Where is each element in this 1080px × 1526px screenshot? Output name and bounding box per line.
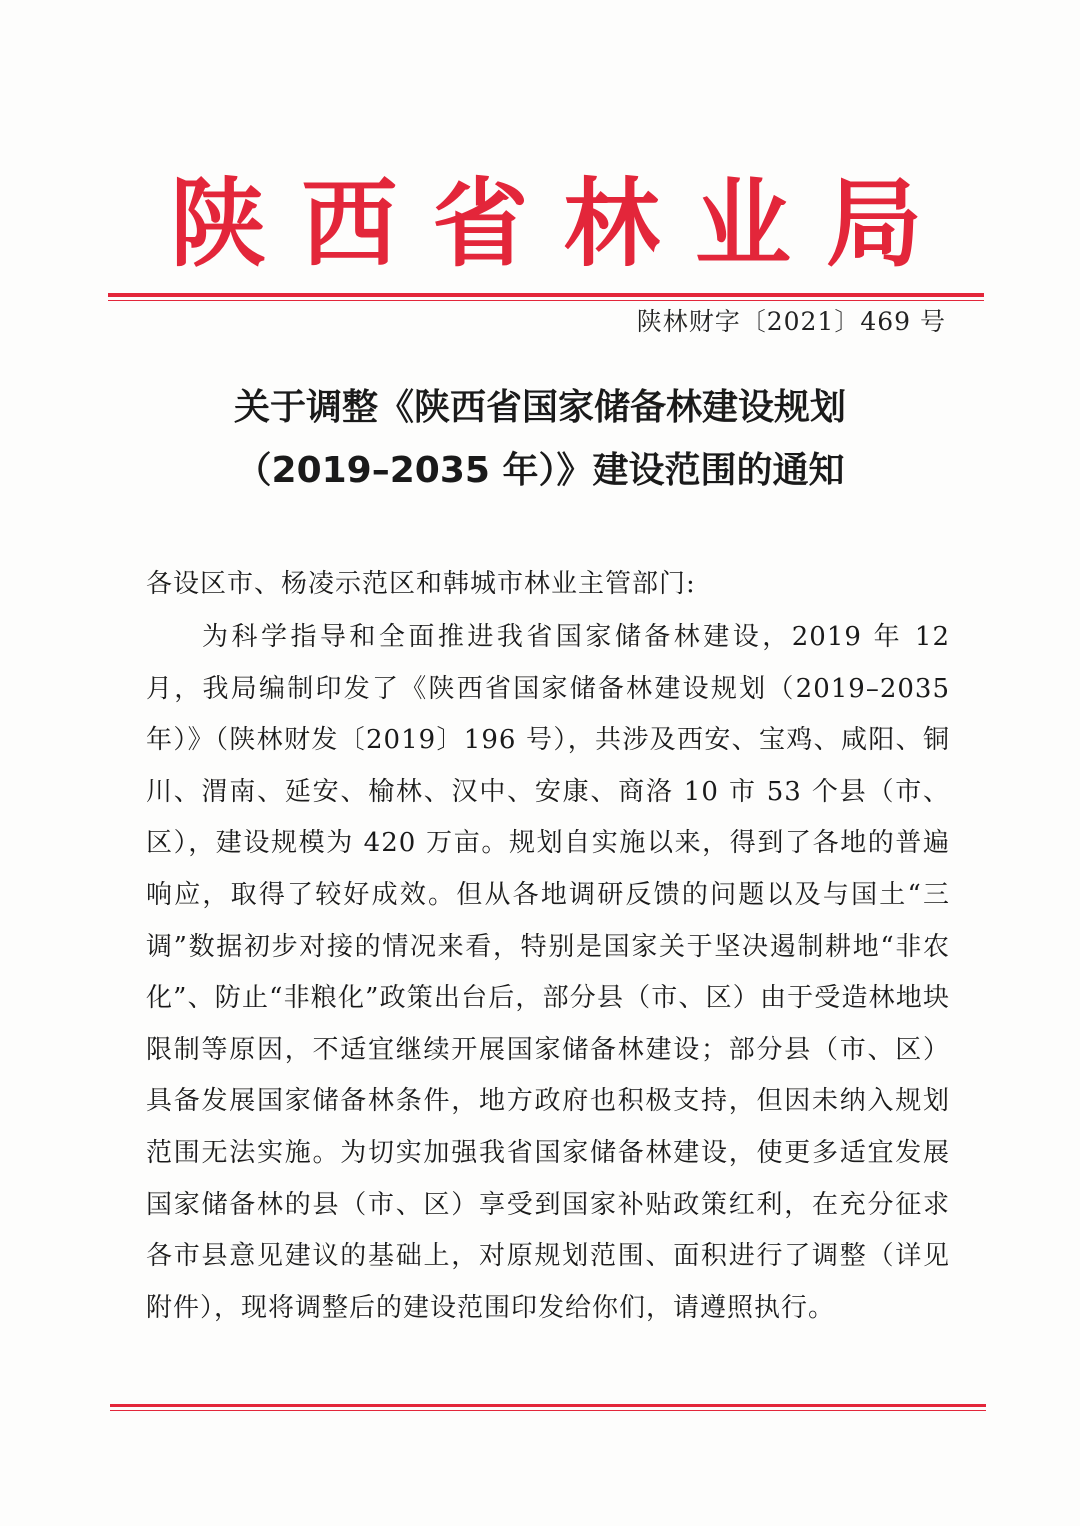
letterhead-char: 局	[825, 167, 922, 280]
letterhead-char: 陕	[170, 167, 266, 280]
document-number: 陕林财字〔2021〕469 号	[636, 307, 946, 336]
document-title-line-1: 关于调整《陕西省国家储备林建设规划	[233, 387, 846, 428]
footer-divider-thin	[110, 1410, 986, 1411]
body-paragraph: 为科学指导和全面推进我省国家储备林建设，2019 年 12 月，我局编制印发了《陕西省国家储备林建设规划（2019–2035 年）》（陕林财发〔2019〕196 号），共涉及西安、宝鸡、咸阳、铜川、渭南、延安、榆林、汉中、安康、商洛 10 市 53 个县（市、区），建设规模为 420 万亩。规划自实施以来，得到了各地的普遍响应，取得了较好成效。但从各地调研反馈的问题以及与国土“三调”数据初步对接的情况来看，特别是国家关于坚决遏制耕地“非农化”、防止“非粮化”政策出台后，部分县（市、区）由于受造林地块限制等原因，不适宜继续开展国家储备林建设；部分县（市、区）具备发展国家储备林条件，地方政府也积极支持，但因未纳入规划范围无法实施。为切实加强我省国家储备林建设，使更多适宜发展国家储备林的县（市、区）享受到国家补贴政策红利，在充分征求各市县意见建议的基础上，对原规划范围、面积进行了调整（详见附件），现将调整后的建设范围印发给你们，请遵照执行。	[146, 622, 950, 1323]
header-divider-thin	[108, 300, 984, 301]
letterhead-char: 西	[301, 167, 398, 280]
letterhead-title	[108, 168, 984, 280]
letterhead-char: 省	[432, 167, 529, 280]
letterhead-char: 业	[694, 167, 791, 280]
header-divider	[108, 293, 984, 297]
salutation: 各设区市、杨凌示范区和韩城市林业主管部门:	[146, 569, 696, 599]
document-title-line-2: （2019–2035 年）》建设范围的通知	[235, 450, 845, 491]
letterhead-char: 林	[563, 167, 660, 280]
footer-divider	[110, 1404, 986, 1407]
